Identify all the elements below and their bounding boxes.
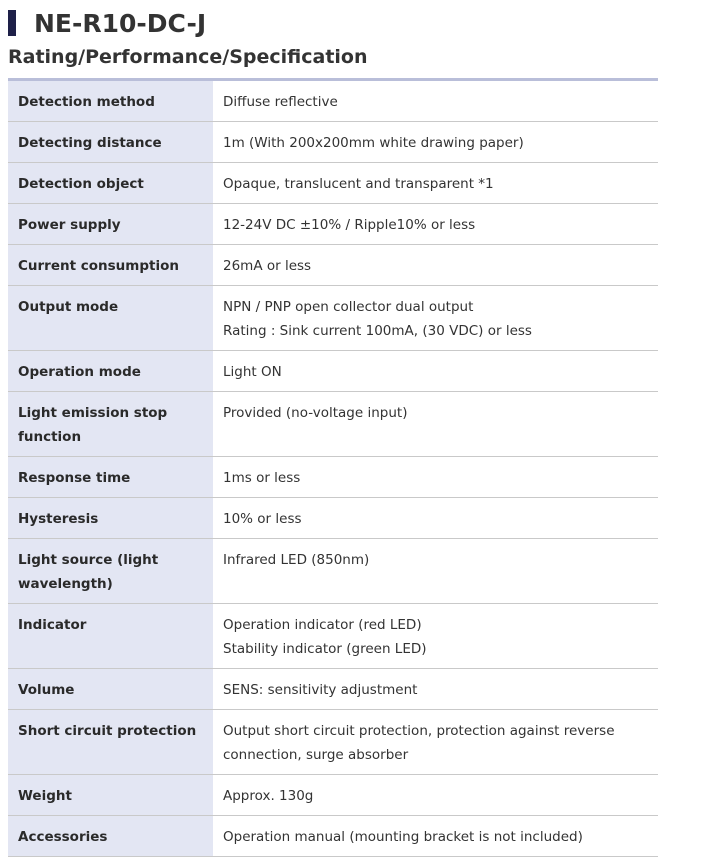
spec-label: Detecting distance — [8, 122, 213, 163]
spec-row — [8, 457, 658, 498]
spec-label: Weight — [8, 775, 213, 816]
spec-label: Response time — [8, 457, 213, 498]
spec-label: Light emission stop function — [8, 392, 213, 457]
spec-row — [8, 392, 658, 457]
spec-value-line: Approx. 130g — [223, 788, 314, 804]
spec-row — [8, 710, 658, 775]
spec-row — [8, 604, 658, 669]
spec-value — [213, 392, 658, 457]
spec-row — [8, 775, 658, 816]
spec-value-line: SENS: sensitivity adjustment — [223, 682, 418, 698]
spec-value — [213, 457, 658, 498]
spec-row — [8, 498, 658, 539]
spec-value — [213, 816, 658, 857]
spec-value-line: Operation indicator (red LED) — [223, 617, 422, 633]
spec-row — [8, 80, 658, 122]
spec-row — [8, 204, 658, 245]
spec-table-body — [8, 80, 658, 857]
spec-label: Short circuit protection — [8, 710, 213, 775]
spec-label: Detection method — [8, 80, 213, 122]
spec-label: Output mode — [8, 286, 213, 351]
spec-value — [213, 80, 658, 122]
spec-value — [213, 669, 658, 710]
section-heading: Rating/Performance/Specification — [8, 46, 368, 68]
spec-label: Indicator — [8, 604, 213, 669]
spec-value — [213, 245, 658, 286]
title-block — [8, 6, 206, 40]
spec-row — [8, 669, 658, 710]
spec-label: Accessories — [8, 816, 213, 857]
spec-row — [8, 245, 658, 286]
spec-label: Power supply — [8, 204, 213, 245]
spec-row — [8, 539, 658, 604]
spec-value — [213, 351, 658, 392]
spec-value-line: 26mA or less — [223, 258, 312, 274]
spec-value-line: Rating : Sink current 100mA, (30 VDC) or less — [223, 323, 532, 339]
spec-value-line: Light ON — [223, 364, 282, 380]
spec-value-line: Provided (no-voltage input) — [223, 405, 408, 421]
spec-table — [8, 78, 658, 857]
title-accent-bar — [8, 10, 16, 36]
spec-row — [8, 816, 658, 857]
spec-label: Hysteresis — [8, 498, 213, 539]
spec-label: Operation mode — [8, 351, 213, 392]
spec-value-line: 1ms or less — [223, 470, 301, 486]
spec-label: Light source (light wavelength) — [8, 539, 213, 604]
page-title: NE-R10-DC-J — [34, 8, 207, 38]
spec-value — [213, 122, 658, 163]
spec-value-line: 1m (With 200x200mm white drawing paper) — [223, 135, 524, 151]
spec-row — [8, 122, 658, 163]
spec-value — [213, 286, 658, 351]
spec-label: Current consumption — [8, 245, 213, 286]
spec-value-line: Output short circuit protection, protection against reverse connection, surge absorber — [223, 723, 615, 763]
spec-value — [213, 204, 658, 245]
spec-value — [213, 163, 658, 204]
spec-label: Detection object — [8, 163, 213, 204]
spec-value — [213, 604, 658, 669]
spec-row — [8, 351, 658, 392]
spec-value — [213, 539, 658, 604]
spec-value-line: NPN / PNP open collector dual output — [223, 299, 474, 315]
spec-label: Volume — [8, 669, 213, 710]
spec-value-line: 10% or less — [223, 511, 302, 527]
spec-value-line: Opaque, translucent and transparent *1 — [223, 176, 494, 192]
spec-value — [213, 710, 658, 775]
spec-value-line: Diffuse reflective — [223, 94, 338, 110]
spec-value — [213, 775, 658, 816]
spec-value — [213, 498, 658, 539]
spec-value-line: 12-24V DC ±10% / Ripple10% or less — [223, 217, 476, 233]
spec-value-line: Operation manual (mounting bracket is not included) — [223, 829, 583, 845]
spec-row — [8, 286, 658, 351]
spec-value-line: Infrared LED (850nm) — [223, 552, 370, 568]
spec-value-line: Stability indicator (green LED) — [223, 641, 427, 657]
spec-row — [8, 163, 658, 204]
